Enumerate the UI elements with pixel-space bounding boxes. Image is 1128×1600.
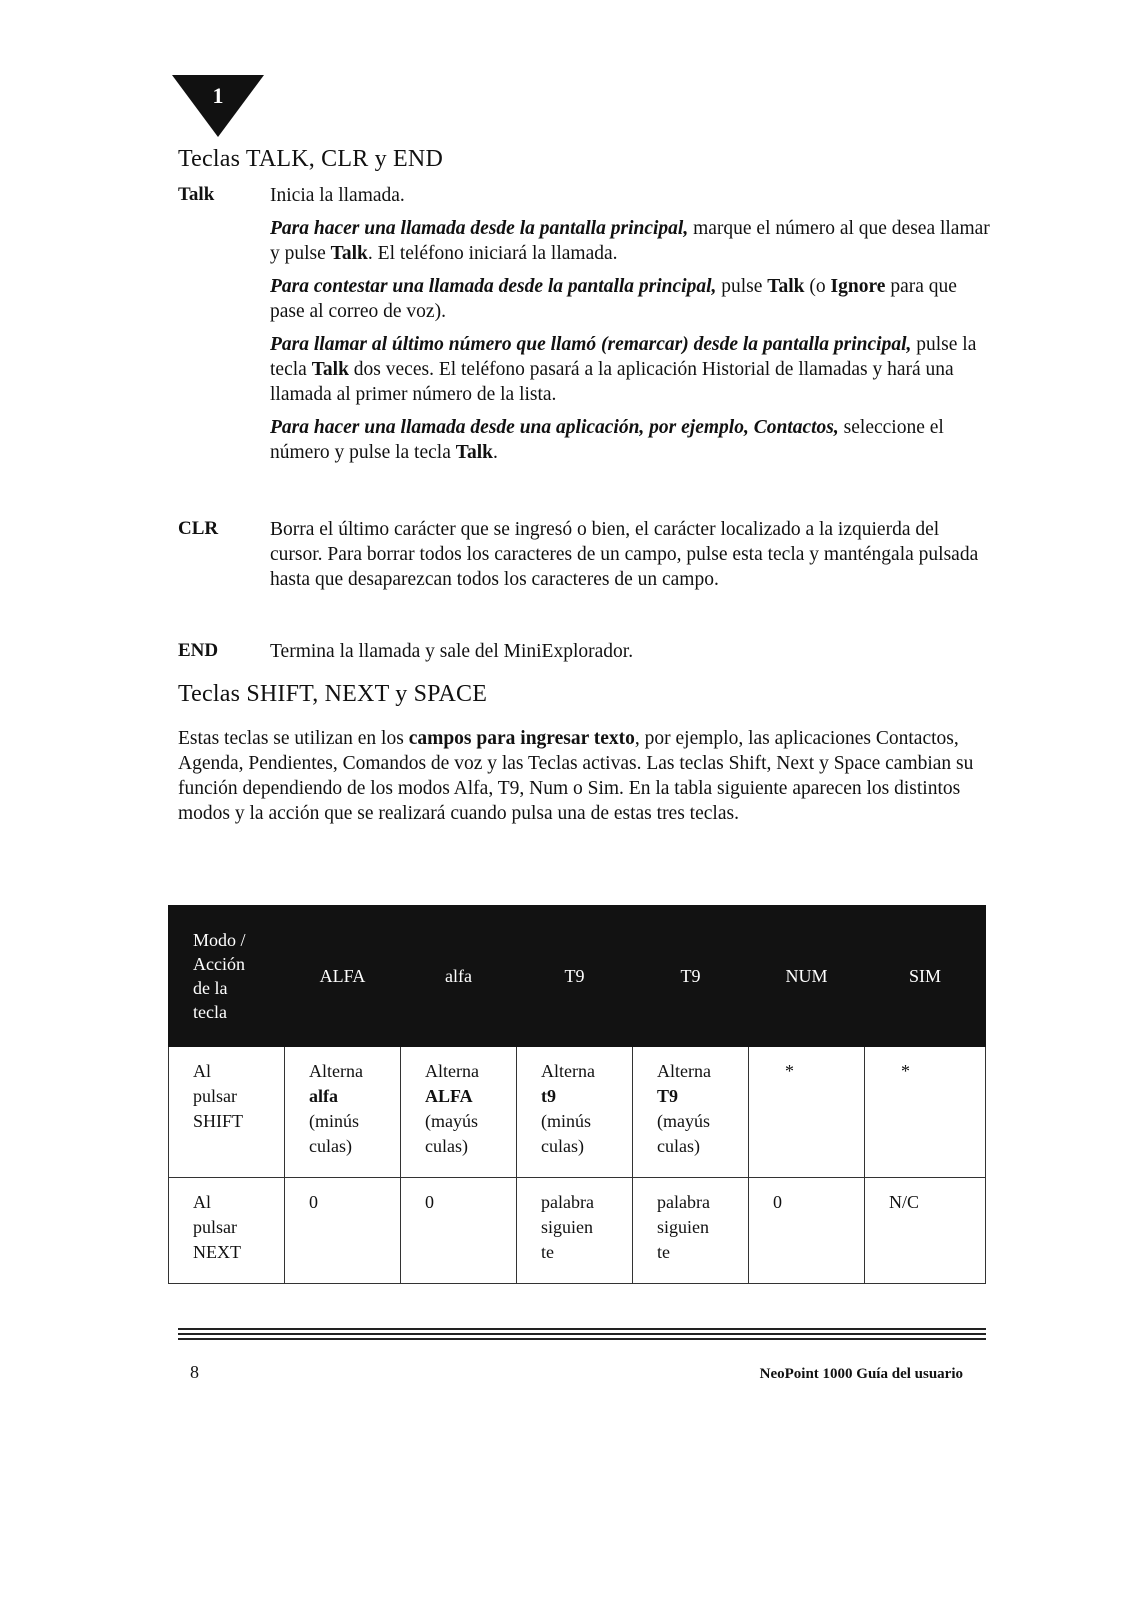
table-row: [169, 1178, 986, 1284]
footer-rule-line: [178, 1328, 986, 1330]
definition-talk: [270, 183, 990, 473]
table-header-row: [169, 906, 986, 1047]
table-cell: Alterna T9 (mayús culas): [633, 1047, 749, 1178]
term-talk: Talk: [178, 184, 215, 205]
page-number: 8: [190, 1362, 199, 1382]
header-alfa-upper: ALFA: [285, 906, 401, 1047]
row-label-shift: Al pulsar SHIFT: [169, 1047, 285, 1178]
table-cell: Alterna t9 (minús culas): [517, 1047, 633, 1178]
section-intro-paragraph: Estas teclas se utilizan en los campos para ingresar texto, por ejemplo, las aplicaciones Contactos, Agenda, Pendientes, Comandos de voz y las Teclas activas. Las teclas Shift, Next y Space cambian su función dependiendo de los modos Alfa, T9, Num o Sim. En la tabla siguiente aparecen los distintos modos y la acción que se realizará cuando pulsa una de estas tres teclas.: [178, 728, 974, 824]
table-cell: palabra siguien te: [517, 1178, 633, 1284]
term-clr: CLR: [178, 518, 219, 539]
table-cell: 0: [749, 1178, 865, 1284]
table-cell: 0: [285, 1178, 401, 1284]
header-mode-action: Modo / Acción de la tecla: [169, 906, 285, 1047]
table-row: [169, 1047, 986, 1178]
table-cell: *: [749, 1047, 865, 1178]
header-alfa-lower: alfa: [401, 906, 517, 1047]
talk-paragraph-4: Para hacer una llamada desde una aplicación, por ejemplo, Contactos, seleccione el número y pulse la tecla Talk.: [270, 417, 944, 463]
talk-paragraph-1: Para hacer una llamada desde la pantalla principal, marque el número al que desea llamar y pulse Talk. El teléfono iniciará la llamada.: [270, 218, 990, 264]
footer-document-title: NeoPoint 1000 Guía del usuario: [759, 1366, 963, 1382]
definition-end: Termina la llamada y sale del MiniExplorador.: [270, 641, 634, 662]
talk-paragraph-2: Para contestar una llamada desde la pantalla principal, pulse Talk (o Ignore para que pase al correo de voz).: [270, 276, 957, 322]
row-label-next: Al pulsar NEXT: [169, 1178, 285, 1284]
term-end: END: [178, 640, 219, 661]
table-cell: 0: [401, 1178, 517, 1284]
footer-rule: [178, 1328, 986, 1343]
header-num: NUM: [749, 906, 865, 1047]
section-title-talk-clr-end: Teclas TALK, CLR y END: [178, 146, 443, 172]
header-sim: SIM: [865, 906, 986, 1047]
talk-paragraph-3: Para llamar al último número que llamó (remarcar) desde la pantalla principal, pulse la tecla Talk dos veces. El teléfono pasará a la aplicación Historial de llamadas y hará una llamada al primer número de la lista.: [270, 334, 977, 405]
table-cell: palabra siguien te: [633, 1178, 749, 1284]
table-cell: Alterna alfa (minús culas): [285, 1047, 401, 1178]
chapter-marker: [172, 75, 264, 137]
table-cell: Alterna ALFA (mayús culas): [401, 1047, 517, 1178]
table-cell: N/C: [865, 1178, 986, 1284]
footer-rule-line: [178, 1338, 986, 1340]
chapter-number: 1: [212, 83, 224, 108]
header-t9-upper: T9: [633, 906, 749, 1047]
definition-clr: Borra el último carácter que se ingresó o bien, el carácter localizado a la izquierda del cursor. Para borrar todos los caracteres de un campo, pulse esta tecla y manténgala pulsada hasta que desaparezcan todos los caracteres de un campo.: [270, 519, 979, 590]
table-cell: *: [865, 1047, 986, 1178]
header-t9-lower: T9: [517, 906, 633, 1047]
footer-rule-line: [178, 1333, 986, 1335]
section-title-shift-next-space: Teclas SHIFT, NEXT y SPACE: [178, 681, 488, 707]
key-modes-table: [168, 905, 986, 1284]
talk-intro: Inicia la llamada.: [270, 185, 405, 206]
